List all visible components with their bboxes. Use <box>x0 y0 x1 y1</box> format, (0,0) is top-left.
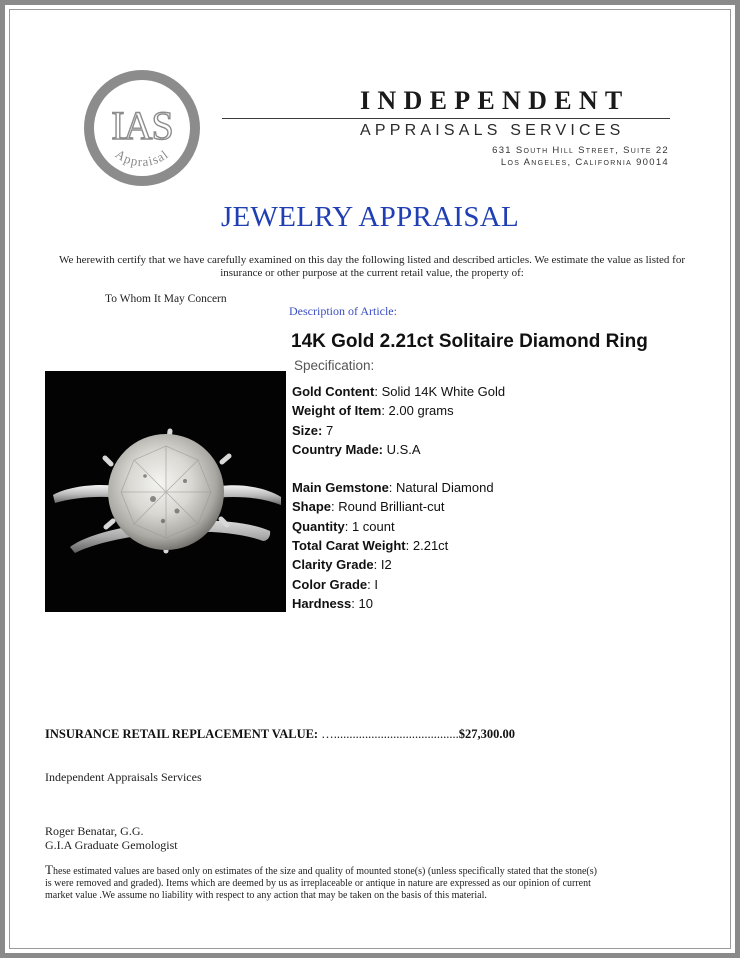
spec-label: Color Grade <box>292 576 368 592</box>
recipient: To Whom It May Concern <box>105 293 227 305</box>
spec-label: Gold Content <box>292 384 375 399</box>
header-divider <box>222 118 670 119</box>
spec-value: 10 <box>358 595 373 611</box>
spec-value: Natural Diamond <box>396 480 494 496</box>
spec-hardness: Hardness: 10 <box>292 595 373 611</box>
spec-label: Clarity Grade <box>292 557 374 573</box>
company-name: INDEPENDENT <box>360 86 630 115</box>
spec-country <box>292 440 505 459</box>
specification-label: Specification: <box>294 358 375 373</box>
spec-label: Quantity <box>292 518 345 534</box>
spec-value: 2.00 grams <box>388 403 454 419</box>
document-title: JEWELRY APPRAISAL <box>220 201 520 233</box>
spec-weight: Weight of Item: 2.00 grams <box>292 403 454 419</box>
spec-quantity: Quantity: 1 count <box>292 518 395 534</box>
item-title: 14K Gold 2.21ct Solitaire Diamond Ring <box>291 331 648 352</box>
disclaimer-initial: T <box>45 862 53 877</box>
spec-label: Country Made: <box>292 441 383 457</box>
ias-appraisal-logo <box>80 66 204 190</box>
insurance-value-amount: $27,300.00 <box>458 727 515 741</box>
spec-clarity-grade: Clarity Grade: I2 <box>292 557 392 573</box>
spec-label: Shape <box>292 499 332 515</box>
spec-total-carat-weight: Total Carat Weight: 2.21ct <box>292 538 449 554</box>
spec-value: I2 <box>380 557 392 573</box>
spec-label: Hardness <box>292 595 352 611</box>
spec-value: I <box>374 576 378 592</box>
spec-shape: Shape: Round Brilliant-cut <box>292 499 445 515</box>
logo-monogram: IAS <box>111 103 173 148</box>
spec-label: Size: <box>292 422 323 438</box>
spec-value: 2.21ct <box>412 538 449 554</box>
address-line-1: 631 South Hill Street, Suite 22 <box>492 145 669 156</box>
spec-label: Main Gemstone <box>292 480 389 496</box>
disclaimer <box>45 864 605 902</box>
ring-photo <box>45 371 286 612</box>
insurance-value-label: INSURANCE RETAIL REPLACEMENT VALUE: <box>45 727 319 741</box>
spec-size <box>292 421 505 440</box>
spec-main-gemstone: Main Gemstone: Natural Diamond <box>292 480 494 496</box>
specifications-list <box>292 382 505 613</box>
spec-label: Weight of Item <box>292 403 382 419</box>
spec-value: 1 count <box>351 518 395 534</box>
insurance-value-line <box>45 727 515 742</box>
description-label: Description of Article: <box>289 304 397 318</box>
spec-label: Total Carat Weight <box>292 538 406 554</box>
spec-value: Round Brilliant-cut <box>338 499 445 515</box>
appraiser-block <box>45 824 178 852</box>
spec-gold-content: Gold Content: Solid 14K White Gold <box>292 384 506 399</box>
appraiser-credential: G.I.A Graduate Gemologist <box>45 838 178 852</box>
appraiser-name: Roger Benatar, G.G. <box>45 824 144 838</box>
disclaimer-text: hese estimated values are based only on estimates of the size and quality of mounted stone(s) (unless specifically stated that the stone(s) is were removed and graded). Items which are deemed by us as irreplaceable or antique in nature are expressed as our opinion of current market value .We assume no liability with respect to any action that may be taken on the basis of this material. <box>45 866 597 901</box>
spec-value: 7 <box>325 422 334 438</box>
company-subtitle: APPRAISALS SERVICES <box>360 122 625 139</box>
address-line-2: Los Angeles, California 90014 <box>500 157 669 168</box>
logo-arc-text: Appraisal <box>112 146 172 170</box>
certification-text: We herewith certify that we have carefully examined on this day the following listed and described articles. We estimate the value as listed for insurance or other purpose at the current retail value, the property of: <box>58 254 686 279</box>
diamond-ring-image <box>45 371 286 612</box>
spec-value: Solid 14K White Gold <box>381 384 506 399</box>
leader-dots: …........................................ <box>318 727 459 741</box>
spec-color-grade: Color Grade: I <box>292 576 378 592</box>
spec-value: U.S.A <box>386 441 421 457</box>
signature-company: Independent Appraisals Services <box>45 770 202 784</box>
